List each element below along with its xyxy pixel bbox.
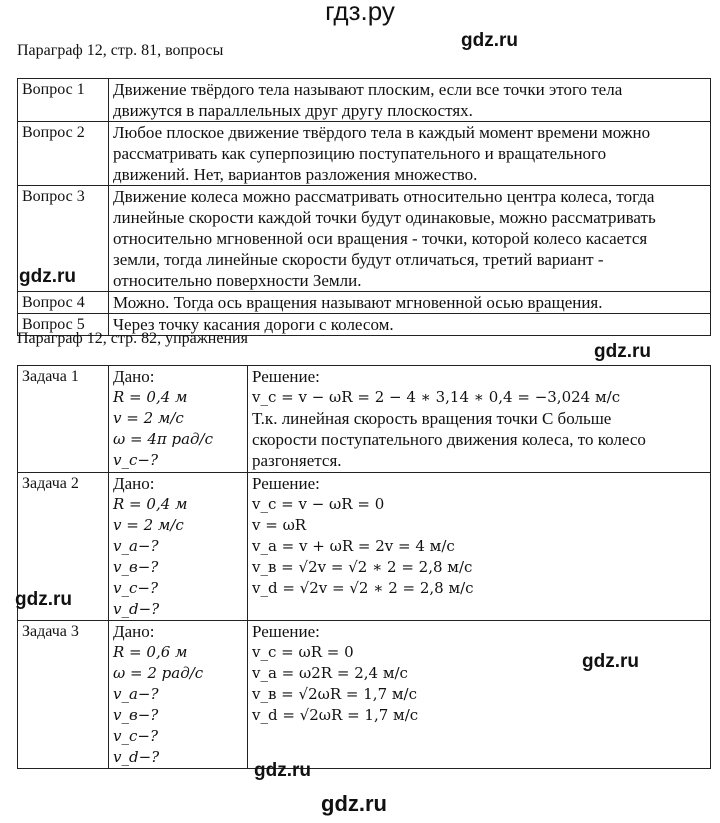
questions-section-title: Параграф 12, стр. 81, вопросы — [17, 42, 224, 59]
answer-line: относительно мгновенной оси вращения - точки, которой колесо касается — [113, 229, 648, 248]
watermark-3: gdz.ru — [594, 341, 651, 362]
solution-line: разгоняется. — [252, 451, 342, 470]
solution-line: v_c = v − ωR = 0 — [252, 495, 385, 513]
task-solution — [248, 621, 711, 769]
solution-line: v_d = √2ωR = 1,7 м/с — [252, 706, 419, 724]
exercises-table — [17, 365, 711, 769]
question-answer — [109, 122, 711, 186]
watermark-4: gdz.ru — [15, 589, 72, 610]
question-answer — [109, 79, 711, 122]
question-label: Вопрос 1 — [18, 79, 109, 122]
answer-line: движений. Нет, вариантов разложения множество. — [113, 165, 478, 184]
given-line: Дано: — [113, 474, 155, 493]
task-label: Задача 3 — [18, 621, 109, 769]
watermark-7: gdz.ru — [321, 791, 387, 816]
given-line: v_c−? — [113, 451, 158, 469]
given-line: Дано: — [113, 622, 155, 641]
given-line: v = 2 м/с — [113, 516, 184, 534]
answer-line: Через точку касания дороги с колесом. — [113, 315, 394, 334]
question-answer — [109, 186, 711, 292]
table-row — [18, 292, 711, 314]
answer-line: Можно. Тогда ось вращения называют мгновенной осью вращения. — [113, 293, 603, 312]
given-line: v_d−? — [113, 748, 160, 766]
given-line: v_в−? — [113, 558, 159, 576]
question-answer — [109, 292, 711, 314]
table-row — [18, 473, 711, 621]
given-line: v_a−? — [113, 537, 159, 555]
exercises-section-title: Параграф 12, стр. 82, упражнения — [17, 330, 248, 347]
question-label: Вопрос 2 — [18, 122, 109, 186]
solution-line: v_c = v − ωR = 2 − 4 ∗ 3,14 ∗ 0,4 = −3,024 м/с — [252, 388, 621, 406]
table-row — [18, 79, 711, 122]
solution-line: v_в = √2v = √2 ∗ 2 = 2,8 м/с — [252, 558, 473, 576]
solution-line: v = ωR — [252, 516, 307, 534]
solution-line: v_a = v + ωR = 2v = 4 м/с — [252, 537, 455, 555]
solution-line: v_в = √2ωR = 1,7 м/с — [252, 685, 417, 703]
given-line: R = 0,4 м — [113, 495, 188, 513]
watermark-6: gdz.ru — [254, 760, 311, 781]
task-given — [109, 473, 248, 621]
answer-line: Движение колеса можно рассматривать относительно центра колеса, тогда — [113, 187, 655, 206]
given-line: ω = 2 рад/с — [113, 664, 204, 682]
task-label: Задача 1 — [18, 366, 109, 473]
given-line: v_c−? — [113, 727, 158, 745]
question-label: Вопрос 5 — [18, 314, 109, 336]
given-line: R = 0,4 м — [113, 388, 188, 406]
table-row — [18, 366, 711, 473]
questions-table — [17, 78, 711, 336]
given-line: v_в−? — [113, 706, 159, 724]
question-label: Вопрос 3 — [18, 186, 109, 292]
answer-line: движутся в параллельных друг другу плоскостях. — [113, 101, 473, 120]
given-line: v_c−? — [113, 579, 158, 597]
solution-line: Т.к. линейная скорость вращения точки C больше — [252, 409, 612, 428]
watermark-1: gdz.ru — [461, 30, 518, 51]
given-line: v_a−? — [113, 685, 159, 703]
solution-line: Решение: — [252, 622, 320, 641]
solution-line: скорости поступательного движения колеса, то колесо — [252, 430, 646, 449]
solution-line: v_a = ω2R = 2,4 м/с — [252, 664, 408, 682]
table-row — [18, 621, 711, 769]
answer-line: земли, тогда линейные скорости будут отличаться, третий вариант - — [113, 250, 604, 269]
task-solution — [248, 473, 711, 621]
given-line: R = 0,6 м — [113, 643, 188, 661]
task-given — [109, 366, 248, 473]
solution-line: v_d = √2v = √2 ∗ 2 = 2,8 м/с — [252, 579, 474, 597]
task-solution — [248, 366, 711, 473]
site-title[interactable]: гдз.ру — [325, 0, 395, 26]
solution-line: Решение: — [252, 367, 320, 386]
solution-line: Решение: — [252, 474, 320, 493]
watermark-2: gdz.ru — [19, 266, 76, 287]
answer-line: относительно поверхности Земли. — [113, 271, 362, 290]
task-label: Задача 2 — [18, 473, 109, 621]
solution-line: v_c = ωR = 0 — [252, 643, 354, 661]
table-row — [18, 186, 711, 292]
watermark-5: gdz.ru — [582, 651, 639, 672]
given-line: v = 2 м/с — [113, 409, 184, 427]
task-given — [109, 621, 248, 769]
answer-line: Любое плоское движение твёрдого тела в каждый момент времени можно — [113, 123, 651, 142]
given-line: Дано: — [113, 367, 155, 386]
answer-line: Движение твёрдого тела называют плоским, если все точки этого тела — [113, 80, 623, 99]
table-row — [18, 122, 711, 186]
given-line: v_d−? — [113, 600, 160, 618]
answer-line: рассматривать как суперпозицию поступательного и вращательного — [113, 144, 607, 163]
given-line: ω = 4π рад/с — [113, 430, 214, 448]
question-label: Вопрос 4 — [18, 292, 109, 314]
answer-line: линейные скорости каждой точки будут одинаковые, можно рассматривать — [113, 208, 656, 227]
